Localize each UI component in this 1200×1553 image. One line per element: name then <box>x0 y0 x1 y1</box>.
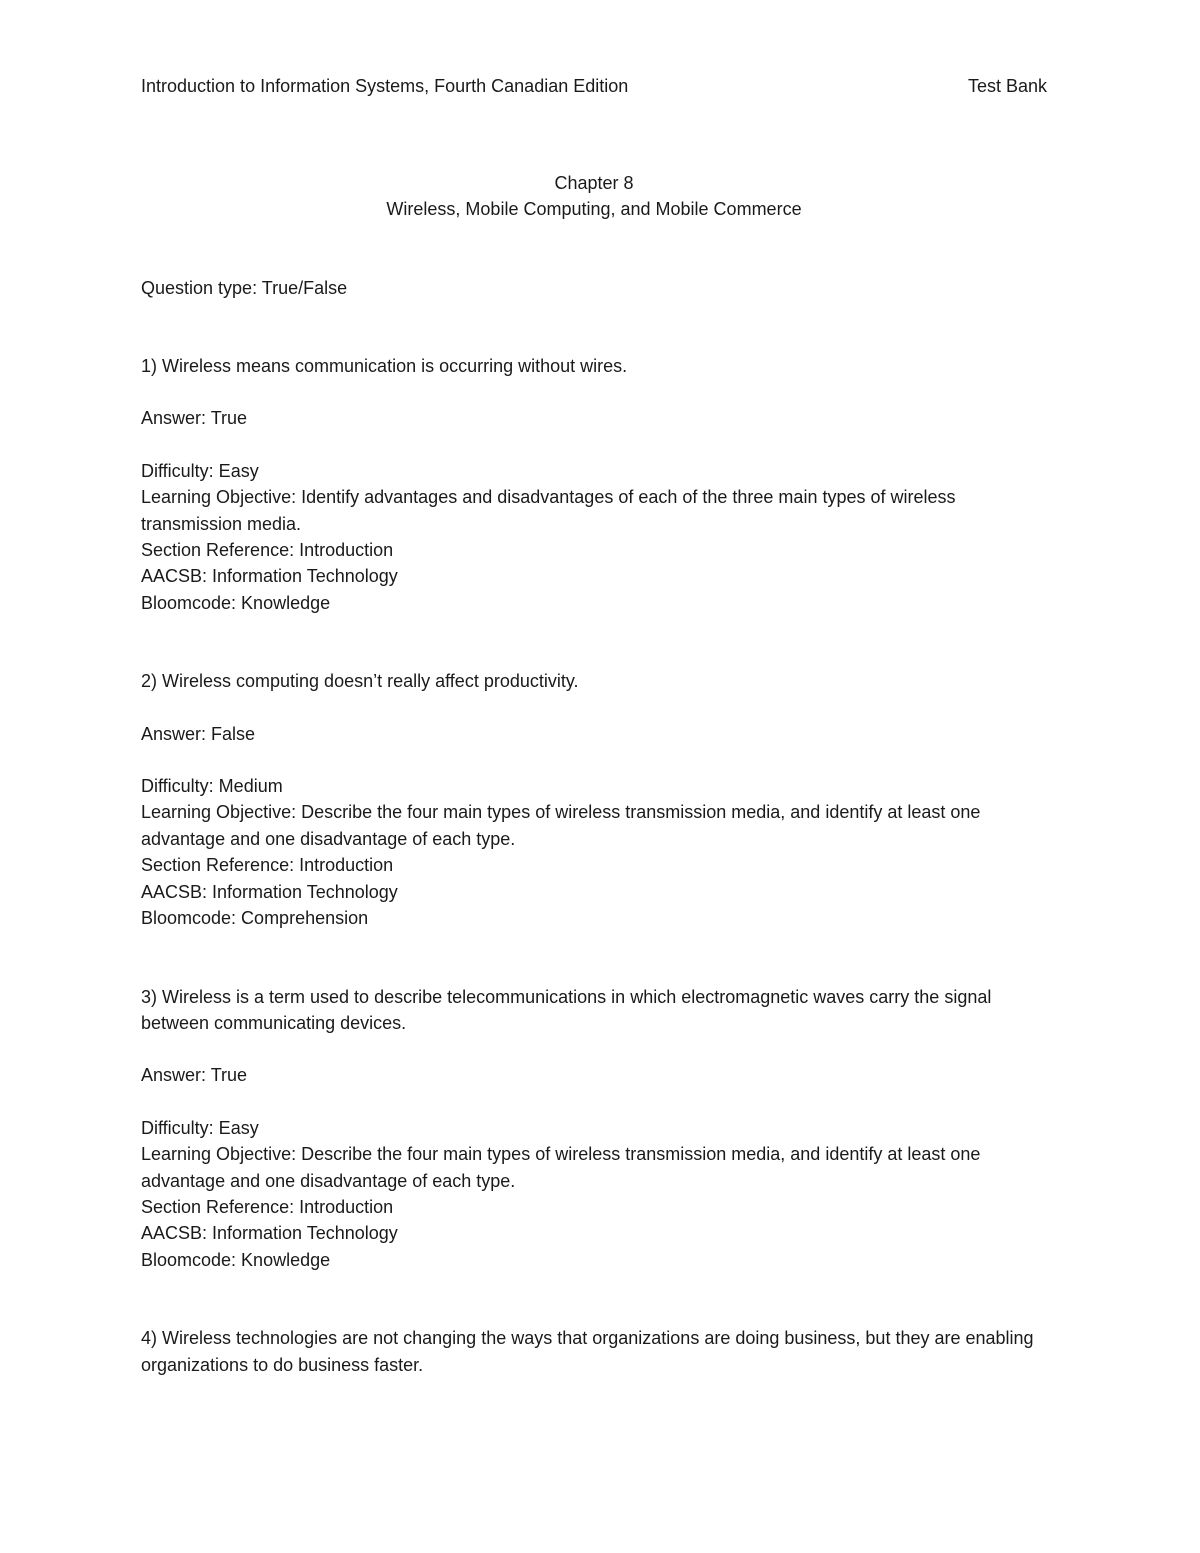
question-item <box>141 984 1047 1326</box>
question-section-reference: Section Reference: Introduction <box>141 1196 394 1217</box>
question-aacsb: AACSB: Information Technology <box>141 881 398 902</box>
question-text: 3) Wireless is a term used to describe telecommunications in which electromagnetic waves carry the signal between communicating devices. <box>141 986 992 1033</box>
chapter-title: Wireless, Mobile Computing, and Mobile Commerce <box>386 199 802 219</box>
question-text: 2) Wireless computing doesn’t really affect productivity. <box>141 671 579 692</box>
question-type: Question type: True/False <box>141 278 348 298</box>
question-difficulty: Difficulty: Easy <box>141 1117 259 1138</box>
chapter-number: Chapter 8 <box>554 173 634 193</box>
question-answer: Answer: True <box>141 408 248 429</box>
question-section-reference: Section Reference: Introduction <box>141 540 394 561</box>
question-difficulty: Difficulty: Easy <box>141 460 259 481</box>
question-item <box>141 1325 1047 1378</box>
question-item <box>141 353 1047 668</box>
question-aacsb: AACSB: Information Technology <box>141 566 398 587</box>
question-aacsb: AACSB: Information Technology <box>141 1223 398 1244</box>
question-metadata <box>141 1115 1047 1273</box>
question-answer: Answer: False <box>141 723 256 744</box>
doc-type: Test Bank <box>967 76 1047 96</box>
question-bloomcode: Bloomcode: Knowledge <box>141 592 331 613</box>
question-list <box>141 353 1047 1378</box>
question-learning-objective: Learning Objective: Describe the four main types of wireless transmission media, and identify at least one advantage and one disadvantage of each type. <box>141 1144 981 1191</box>
question-bloomcode: Bloomcode: Comprehension <box>141 908 369 929</box>
chapter-heading <box>141 170 1047 222</box>
question-learning-objective: Learning Objective: Describe the four main types of wireless transmission media, and identify at least one advantage and one disadvantage of each type. <box>141 802 981 849</box>
question-text: 4) Wireless technologies are not changing the ways that organizations are doing business, but they are enabling organizations to do business faster. <box>141 1328 1034 1375</box>
question-text: 1) Wireless means communication is occurring without wires. <box>141 356 628 376</box>
question-answer: Answer: True <box>141 1065 248 1086</box>
book-title: Introduction to Information Systems, Fourth Canadian Edition <box>141 76 629 96</box>
question-difficulty: Difficulty: Medium <box>141 776 283 797</box>
question-learning-objective: Learning Objective: Identify advantages and disadvantages of each of the three main types of wireless transmission media. <box>141 487 956 534</box>
question-item <box>141 668 1047 983</box>
question-section-reference: Section Reference: Introduction <box>141 855 394 876</box>
question-metadata <box>141 773 1047 931</box>
question-metadata <box>141 458 1047 616</box>
page-header <box>141 74 1047 98</box>
question-bloomcode: Bloomcode: Knowledge <box>141 1249 331 1270</box>
